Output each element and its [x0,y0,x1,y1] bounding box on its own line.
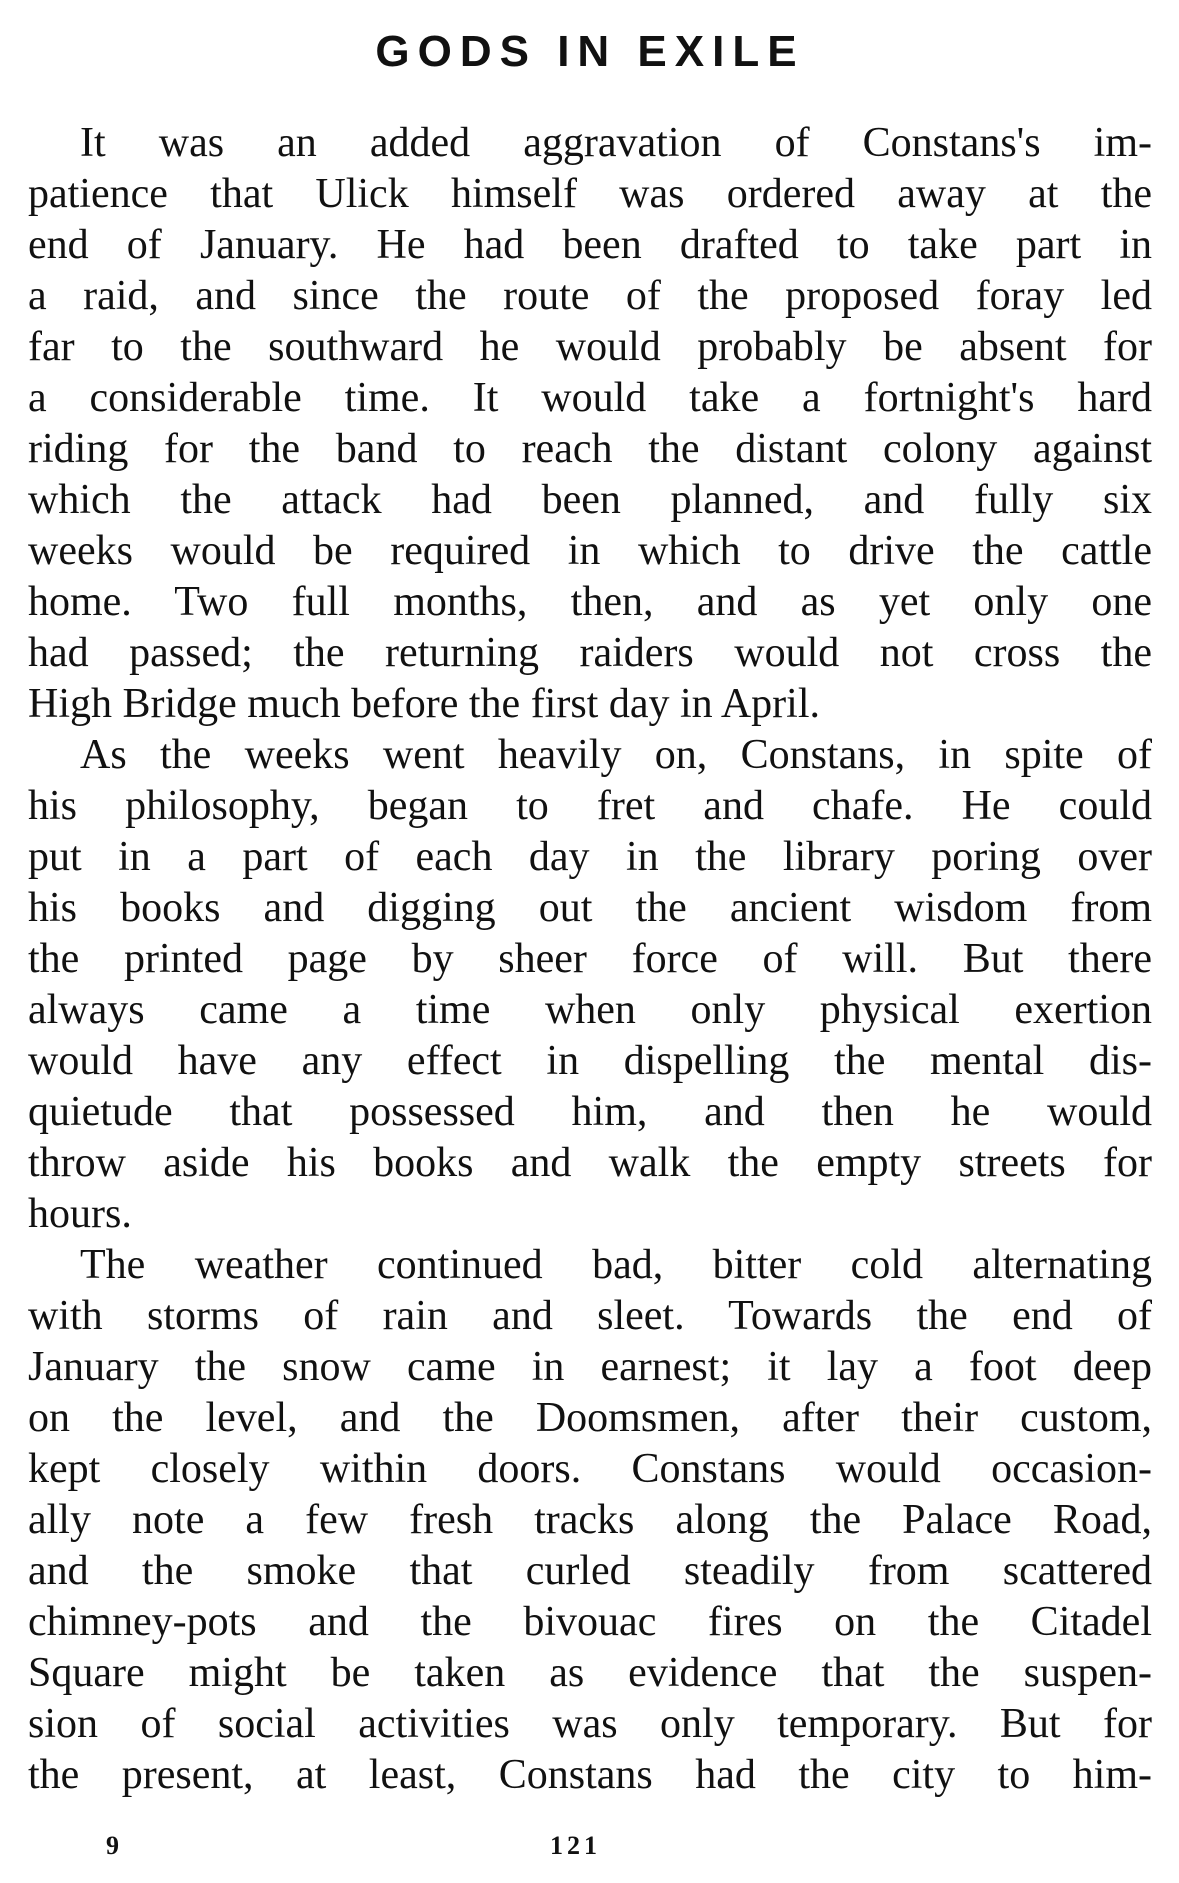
text-line: ally note a few fresh tracks along the Palace Road, [28,1497,1152,1543]
text-line: had passed; the returning raiders would not cross the [28,630,1152,676]
text-line: the present, at least, Constans had the city to him- [28,1752,1152,1798]
text-line: weeks would be required in which to drive the cattle [28,528,1152,574]
text-line: As the weeks went heavily on, Constans, in spite of [80,732,1152,778]
paragraph-3 [28,1240,1152,1801]
text-line: patience that Ulick himself was ordered away at the [28,171,1152,217]
text-line: always came a time when only physical exertion [28,987,1152,1033]
text-line: far to the southward he would probably be absent for [28,324,1152,370]
text-line: a considerable time. It would take a fortnight's hard [28,375,1152,421]
text-line: the printed page by sheer force of will. But there [28,936,1152,982]
text-line: home. Two full months, then, and as yet only one [28,579,1152,625]
text-line: and the smoke that curled steadily from scattered [28,1548,1152,1594]
paragraph-2 [28,730,1152,1240]
text-line: his philosophy, began to fret and chafe. He could [28,783,1152,829]
paragraph-1 [28,118,1152,730]
text-line: put in a part of each day in the library poring over [28,834,1152,880]
text-line: would have any effect in dispelling the mental dis- [28,1038,1152,1084]
text-line: which the attack had been planned, and fully six [28,477,1152,523]
text-line: January the snow came in earnest; it lay a foot deep [28,1344,1152,1390]
text-line: his books and digging out the ancient wisdom from [28,885,1152,931]
text-line: riding for the band to reach the distant colony against [28,426,1152,472]
text-line: It was an added aggravation of Constans's im- [80,120,1152,166]
text-line: kept closely within doors. Constans would occasion- [28,1446,1152,1492]
text-line: chimney-pots and the bivouac fires on the Citadel [28,1599,1152,1645]
text-line: on the level, and the Doomsmen, after their custom, [28,1395,1152,1441]
text-line: sion of social activities was only temporary. But for [28,1701,1152,1747]
running-title: GODS IN EXILE [375,27,805,76]
book-page [28,0,1152,1883]
page-number: 121 [550,1831,601,1860]
text-line: a raid, and since the route of the proposed foray led [28,273,1152,319]
text-line: with storms of rain and sleet. Towards the end of [28,1293,1152,1339]
signature-mark: 9 [106,1831,119,1860]
text-line: High Bridge much before the first day in April. [28,681,820,727]
text-line: Square might be taken as evidence that the suspen- [28,1650,1152,1696]
page-footer [28,1826,1152,1866]
body-text [28,118,1152,1801]
text-line: hours. [28,1191,132,1237]
text-line: end of January. He had been drafted to take part in [28,222,1152,268]
text-line: throw aside his books and walk the empty streets for [28,1140,1152,1186]
text-line: quietude that possessed him, and then he would [28,1089,1152,1135]
text-line: The weather continued bad, bitter cold alternating [80,1242,1152,1288]
